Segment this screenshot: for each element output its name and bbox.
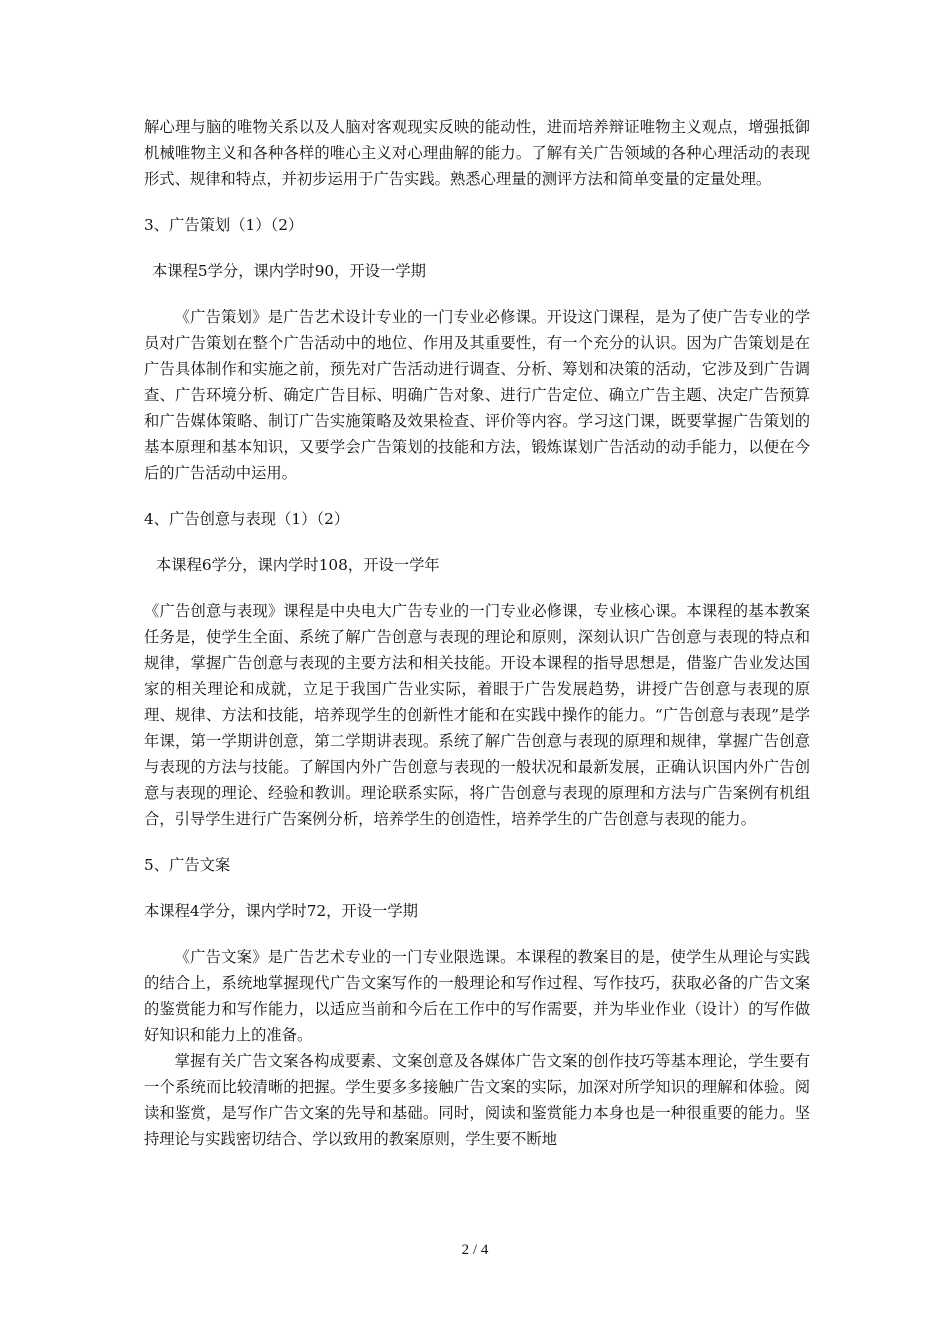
section-3-body: 《广告策划》是广告艺术设计专业的一门专业必修课。开设这门课程，是为了使广告专业的学员对广告策划在整个广告活动中的地位、作用及其重要性，有一个充分的认识。因为广告策划是在广告具体制作和实施之前，预先对广告活动进行调查、分析、筹划和决策的活动，它涉及到广告调查、广告环境分析、确定广告目标、明确广告对象、进行广告定位、确立广告主题、决定广告预算和广告媒体策略、制订广告实施策略及效果检查、评价等内容。学习这门课，既要掌握广告策划的基本原理和基本知识，又要学会广告策划的技能和方法，锻炼谋划广告活动的动手能力，以便在今后的广告活动中运用。 <box>144 308 810 482</box>
intro-paragraph: 解心理与脑的唯物关系以及人脑对客观现实反映的能动性，进而培养辩证唯物主义观点，增强抵御机械唯物主义和各种各样的唯心主义对心理曲解的能力。了解有关广告领域的各种心理活动的表现形式、规律和特点，并初步运用于广告实践。熟悉心理量的测评方法和简单变量的定量处理。 <box>144 118 810 188</box>
document-body <box>144 114 810 1152</box>
section-3-heading: 3、广告策划（1）（2） <box>144 216 304 234</box>
section-4-credit: 本课程6学分，课内学时108，开设一学年 <box>156 556 440 574</box>
section-4-heading: 4、广告创意与表现（1）（2） <box>144 510 350 528</box>
section-3-credit: 本课程5学分，课内学时90，开设一学期 <box>152 262 426 280</box>
page-number: 2 / 4 <box>461 1242 489 1258</box>
section-4-body: 《广告创意与表现》课程是中央电大广告专业的一门专业必修课，专业核心课。本课程的基本教案任务是，使学生全面、系统了解广告创意与表现的理论和原则，深刻认识广告创意与表现的特点和规律，掌握广告创意与表现的主要方法和相关技能。开设本课程的指导思想是，借鉴广告业发达国家的相关理论和成就，立足于我国广告业实际，着眼于广告发展趋势，讲授广告创意与表现的原理、规律、方法和技能，培养现学生的创新性才能和在实践中操作的能力。“广告创意与表现”是学年课，第一学期讲创意，第二学期讲表现。系统了解广告创意与表现的原理和规律，掌握广告创意与表现的方法与技能。了解国内外广告创意与表现的一般状况和最新发展，正确认识国内外广告创意与表现的理论、经验和教训。理论联系实际，将广告创意与表现的原理和方法与广告案例有机组合，引导学生进行广告案例分析，培养学生的创造性，培养学生的广告创意与表现的能力。 <box>144 602 810 828</box>
section-5-body-2: 掌握有关广告文案各构成要素、文案创意及各媒体广告文案的创作技巧等基本理论，学生要有一个系统而比较清晰的把握。学生要多多接触广告文案的实际，加深对所学知识的理解和体验。阅读和鉴赏，是写作广告文案的先导和基础。同时，阅读和鉴赏能力本身也是一种很重要的能力。坚持理论与实践密切结合、学以致用的教案原则，学生要不断地 <box>144 1052 810 1148</box>
section-5-body-1: 《广告文案》是广告艺术专业的一门专业限选课。本课程的教案目的是，使学生从理论与实践的结合上，系统地掌握现代广告文案写作的一般理论和写作过程、写作技巧，获取必备的广告文案的鉴赏能力和写作能力，以适应当前和今后在工作中的写作需要，并为毕业作业（设计）的写作做好知识和能力上的准备。 <box>144 948 810 1044</box>
section-5-credit: 本课程4学分，课内学时72，开设一学期 <box>144 902 418 920</box>
section-5-heading: 5、广告文案 <box>144 856 231 874</box>
